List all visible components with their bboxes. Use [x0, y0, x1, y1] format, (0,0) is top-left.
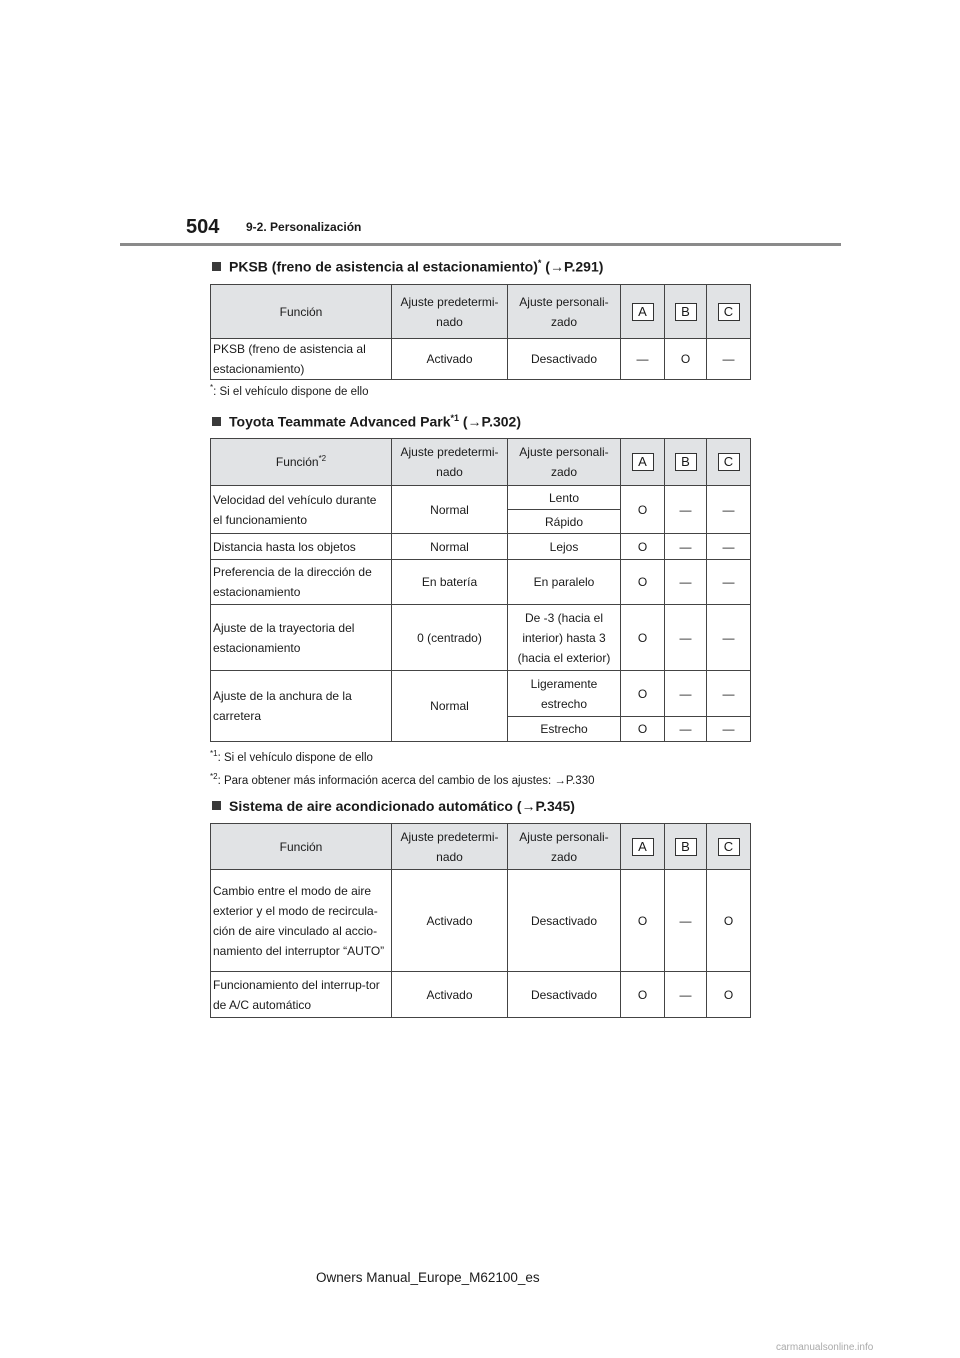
page-number: 504 [186, 216, 220, 238]
table-row [211, 486, 751, 510]
cell-default: Activado [392, 972, 508, 1018]
cell-function: Ajuste de la anchura de la carretera [211, 671, 392, 742]
cell-default: Normal [392, 671, 508, 742]
cell-custom: Lento [508, 486, 621, 510]
col-header-function: Función [211, 824, 392, 870]
table-header-row [211, 824, 751, 870]
col-header-function: Función$^{*2}$ [211, 439, 392, 486]
cell-custom: Desactivado [508, 870, 621, 972]
cell-custom: Ligeramente estrecho [508, 671, 621, 717]
letter-box: A [632, 838, 654, 856]
footnote: $^{*2}$: Para obtener más información acerca del cambio de los ajustes: →P.330 [210, 772, 595, 787]
col-header-b [665, 439, 707, 486]
col-header-custom: Ajuste personali-zado [508, 439, 621, 486]
cell-custom: En paralelo [508, 560, 621, 605]
cell-b: O [665, 339, 707, 380]
letter-box: B [675, 303, 697, 321]
col-header-c [707, 439, 751, 486]
col-header-custom: Ajuste personali-zado [508, 824, 621, 870]
cell-custom: De -3 (hacia el interior) hasta 3 (hacia el exterior) [508, 605, 621, 671]
cell-a: O [621, 534, 665, 560]
cell-c: O [707, 870, 751, 972]
cell-function: Distancia hasta los objetos [211, 534, 392, 560]
letter-box: A [632, 453, 654, 471]
cell-custom: Desactivado [508, 972, 621, 1018]
cell-custom: Lejos [508, 534, 621, 560]
table-row [211, 534, 751, 560]
cell-c: — [707, 339, 751, 380]
cell-b: — [665, 671, 707, 717]
cell-function: Preferencia de la dirección de estacionamiento [211, 560, 392, 605]
cell-a: O [621, 560, 665, 605]
cell-a: — [621, 339, 665, 380]
cell-b: — [665, 870, 707, 972]
col-header-a [621, 824, 665, 870]
cell-b: — [665, 560, 707, 605]
col-header-default: Ajuste predetermi-nado [392, 439, 508, 486]
col-header-a [621, 439, 665, 486]
heading-pksb: PKSB (freno de asistencia al estacionamiento)* (→P.291) [212, 258, 603, 275]
table-advanced-park [210, 438, 751, 742]
cell-default: 0 (centrado) [392, 605, 508, 671]
col-header-c [707, 285, 751, 339]
cell-function: Velocidad del vehículo durante el funcionamiento [211, 486, 392, 534]
cell-default: Activado [392, 339, 508, 380]
footer-doc-id: Owners Manual_Europe_M62100_es [316, 1270, 540, 1285]
cell-b: — [665, 534, 707, 560]
col-header-default: Ajuste predetermi-nado [392, 824, 508, 870]
table-row [211, 339, 751, 380]
letter-box: C [718, 838, 740, 856]
letter-box: B [675, 453, 697, 471]
col-header-function: Función [211, 285, 392, 339]
letter-box: C [718, 303, 740, 321]
cell-b: — [665, 717, 707, 742]
cell-a: O [621, 486, 665, 534]
cell-custom: Rápido [508, 510, 621, 534]
cell-b: — [665, 486, 707, 534]
page-reference: (→P.345) [516, 798, 575, 814]
table-row [211, 560, 751, 605]
letter-box: A [632, 303, 654, 321]
table-row [211, 972, 751, 1018]
section-title: 9-2. Personalización [246, 220, 362, 234]
col-header-b [665, 285, 707, 339]
cell-function: Funcionamiento del interrup-tor de A/C automático [211, 972, 392, 1018]
cell-custom: Desactivado [508, 339, 621, 380]
cell-c: — [707, 560, 751, 605]
cell-function: Cambio entre el modo de aire exterior y el modo de recircula-ción de aire vinculado al accio-namiento del interruptor “AUTO” [211, 870, 392, 972]
cell-function: PKSB (freno de asistencia al estacionamiento) [211, 339, 392, 380]
cell-a: O [621, 605, 665, 671]
cell-default: Normal [392, 486, 508, 534]
cell-default: En batería [392, 560, 508, 605]
heading-advanced-park: Toyota Teammate Advanced Park$^{*1}$ (→P.302) [212, 413, 521, 430]
letter-box: C [718, 453, 740, 471]
table-row [211, 671, 751, 717]
table-header-row [211, 439, 751, 486]
page-reference: (→P.302) [462, 413, 521, 430]
cell-a: O [621, 870, 665, 972]
col-header-default: Ajuste predetermi-nado [392, 285, 508, 339]
table-climate [210, 823, 751, 1018]
cell-c: — [707, 717, 751, 742]
footnote: *: Si el vehículo dispone de ello [210, 383, 369, 398]
footnote: $^{*1}$: Si el vehículo dispone de ello [210, 749, 373, 764]
watermark: carmanualsonline.info [776, 1342, 874, 1353]
cell-c: — [707, 605, 751, 671]
table-row [211, 870, 751, 972]
cell-default: Activado [392, 870, 508, 972]
col-header-c [707, 824, 751, 870]
cell-function: Ajuste de la trayectoria del estacionamiento [211, 605, 392, 671]
col-header-a [621, 285, 665, 339]
cell-custom: Estrecho [508, 717, 621, 742]
cell-b: — [665, 972, 707, 1018]
cell-c: O [707, 972, 751, 1018]
header-rule [120, 243, 841, 246]
cell-a: O [621, 717, 665, 742]
cell-c: — [707, 486, 751, 534]
col-header-custom: Ajuste personali-zado [508, 285, 621, 339]
cell-a: O [621, 671, 665, 717]
cell-c: — [707, 671, 751, 717]
square-bullet-icon [212, 417, 221, 426]
heading-climate: Sistema de aire acondicionado automático (→P.345) [212, 798, 575, 814]
table-row [211, 605, 751, 671]
letter-box: B [675, 838, 697, 856]
col-header-b [665, 824, 707, 870]
cell-default: Normal [392, 534, 508, 560]
page-reference: (→P.291) [545, 258, 604, 275]
square-bullet-icon [212, 801, 221, 810]
cell-b: — [665, 605, 707, 671]
table-header-row [211, 285, 751, 339]
cell-c: — [707, 534, 751, 560]
square-bullet-icon [212, 262, 221, 271]
table-pksb [210, 284, 751, 380]
cell-a: O [621, 972, 665, 1018]
